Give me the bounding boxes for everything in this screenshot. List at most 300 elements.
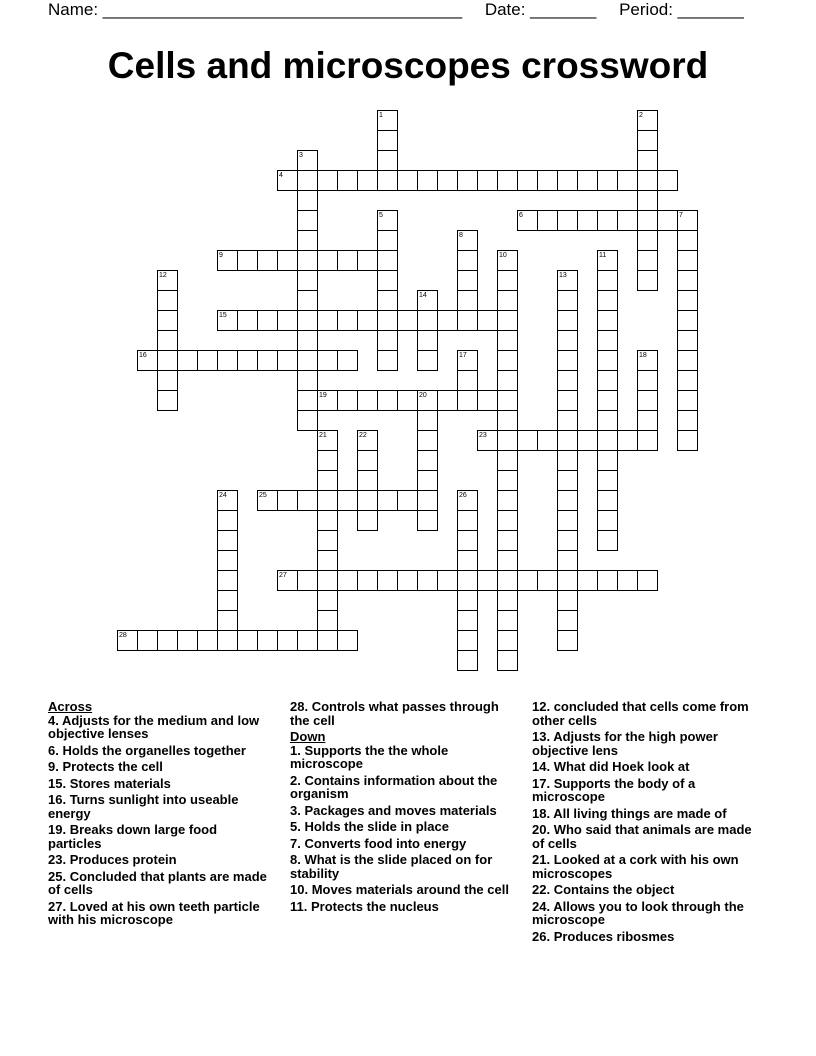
crossword-cell[interactable] — [637, 570, 658, 591]
crossword-cell[interactable] — [537, 170, 558, 191]
crossword-cell[interactable] — [477, 430, 498, 451]
crossword-cell[interactable] — [557, 550, 578, 571]
crossword-cell[interactable] — [377, 270, 398, 291]
crossword-cell[interactable] — [277, 350, 298, 371]
crossword-cell[interactable] — [457, 230, 478, 251]
crossword-cell[interactable] — [277, 310, 298, 331]
crossword-cell[interactable] — [597, 290, 618, 311]
crossword-cell[interactable] — [457, 270, 478, 291]
crossword-cell[interactable] — [557, 570, 578, 591]
clue-item — [48, 823, 270, 850]
crossword-cell[interactable] — [297, 370, 318, 391]
crossword-cell[interactable] — [677, 270, 698, 291]
crossword-cell[interactable] — [417, 450, 438, 471]
crossword-cell[interactable] — [217, 510, 238, 531]
crossword-cell[interactable] — [557, 170, 578, 191]
crossword-cell[interactable] — [677, 310, 698, 331]
crossword-cell[interactable] — [317, 430, 338, 451]
crossword-cell[interactable] — [217, 250, 238, 271]
crossword-cell[interactable] — [397, 390, 418, 411]
crossword-cell[interactable] — [297, 230, 318, 251]
crossword-cell[interactable] — [517, 570, 538, 591]
crossword-cell[interactable] — [397, 170, 418, 191]
crossword-cell[interactable] — [597, 530, 618, 551]
crossword-cell[interactable] — [677, 230, 698, 251]
crossword-cell[interactable] — [197, 350, 218, 371]
clue-text: What is the slide placed on for stability — [290, 852, 493, 881]
crossword-cell[interactable] — [257, 630, 278, 651]
crossword-cell[interactable] — [637, 250, 658, 271]
clue-text: Controls what passes through the cell — [290, 699, 499, 728]
crossword-cell[interactable] — [157, 350, 178, 371]
crossword-cell[interactable] — [217, 550, 238, 571]
crossword-cell[interactable] — [417, 470, 438, 491]
crossword-cell[interactable] — [497, 370, 518, 391]
crossword-cell[interactable] — [317, 490, 338, 511]
crossword-cell[interactable] — [557, 430, 578, 451]
crossword-cell[interactable] — [317, 390, 338, 411]
crossword-cell[interactable] — [317, 530, 338, 551]
crossword-cell[interactable] — [597, 250, 618, 271]
crossword-cell[interactable] — [597, 430, 618, 451]
crossword-cell[interactable] — [357, 430, 378, 451]
period-field[interactable]: Period: _______ — [619, 0, 744, 19]
crossword-cell[interactable] — [317, 170, 338, 191]
crossword-cell[interactable] — [397, 310, 418, 331]
crossword-cell[interactable] — [457, 630, 478, 651]
clue-item — [532, 760, 757, 774]
crossword-cell[interactable] — [577, 170, 598, 191]
crossword-cell[interactable] — [437, 570, 458, 591]
crossword-cell[interactable] — [297, 190, 318, 211]
crossword-cell[interactable] — [157, 390, 178, 411]
crossword-cell[interactable] — [357, 570, 378, 591]
crossword-cell[interactable] — [157, 270, 178, 291]
crossword-cell[interactable] — [197, 630, 218, 651]
crossword-cell[interactable] — [637, 110, 658, 131]
crossword-cell[interactable] — [237, 310, 258, 331]
crossword-cell[interactable] — [577, 570, 598, 591]
crossword-cell[interactable] — [177, 350, 198, 371]
crossword-cell[interactable] — [217, 610, 238, 631]
clue-item — [48, 744, 270, 758]
crossword-cell[interactable] — [357, 510, 378, 531]
crossword-cell[interactable] — [557, 470, 578, 491]
crossword-cell[interactable] — [397, 570, 418, 591]
clue-number-label: 2 — [639, 112, 643, 119]
crossword-cell[interactable] — [637, 230, 658, 251]
clue-text: Moves materials around the cell — [308, 882, 509, 897]
crossword-cell[interactable] — [497, 410, 518, 431]
crossword-cell[interactable] — [377, 570, 398, 591]
crossword-cell[interactable] — [457, 650, 478, 671]
crossword-cell[interactable] — [577, 210, 598, 231]
crossword-cell[interactable] — [317, 630, 338, 651]
crossword-cell[interactable] — [637, 350, 658, 371]
clue-item — [48, 714, 270, 741]
crossword-cell[interactable] — [497, 250, 518, 271]
crossword-cell[interactable] — [597, 370, 618, 391]
crossword-cell[interactable] — [377, 390, 398, 411]
crossword-cell[interactable] — [437, 170, 458, 191]
crossword-cell[interactable] — [617, 430, 638, 451]
crossword-cell[interactable] — [557, 610, 578, 631]
crossword-cell[interactable] — [497, 650, 518, 671]
date-field[interactable]: Date: _______ — [484, 0, 597, 19]
crossword-cell[interactable] — [157, 290, 178, 311]
crossword-cell[interactable] — [457, 550, 478, 571]
crossword-cell[interactable] — [317, 350, 338, 371]
crossword-cell[interactable] — [557, 290, 578, 311]
crossword-cell[interactable] — [297, 570, 318, 591]
crossword-cell[interactable] — [597, 330, 618, 351]
crossword-cell[interactable] — [297, 410, 318, 431]
clue-text: Produces ribosmes — [550, 928, 675, 944]
crossword-cell[interactable] — [497, 470, 518, 491]
crossword-cell[interactable] — [657, 210, 678, 231]
crossword-cell[interactable] — [497, 530, 518, 551]
crossword-cell[interactable] — [657, 170, 678, 191]
crossword-cell[interactable] — [417, 570, 438, 591]
clue-number: 24. — [532, 898, 551, 914]
clue-number: 12. — [532, 699, 551, 714]
crossword-cell[interactable] — [497, 610, 518, 631]
crossword-cell[interactable] — [277, 570, 298, 591]
crossword-cell[interactable] — [337, 350, 358, 371]
crossword-cell[interactable] — [637, 190, 658, 211]
crossword-cell[interactable] — [237, 630, 258, 651]
crossword-cell[interactable] — [637, 170, 658, 191]
crossword-cell[interactable] — [457, 290, 478, 311]
crossword-cell[interactable] — [457, 390, 478, 411]
crossword-cell[interactable] — [297, 490, 318, 511]
crossword-cell[interactable] — [177, 630, 198, 651]
crossword-cell[interactable] — [497, 450, 518, 471]
clue-item — [290, 883, 515, 897]
crossword-cell[interactable] — [157, 310, 178, 331]
clue-item — [532, 700, 757, 727]
clue-number: 13. — [532, 729, 551, 744]
crossword-cell[interactable] — [557, 590, 578, 611]
crossword-cell[interactable] — [297, 330, 318, 351]
clue-number-label: 9 — [219, 252, 223, 259]
clue-number-label: 4 — [279, 172, 283, 179]
crossword-cell[interactable] — [157, 630, 178, 651]
crossword-cell[interactable] — [557, 530, 578, 551]
crossword-cell[interactable] — [557, 270, 578, 291]
crossword-cell[interactable] — [637, 410, 658, 431]
crossword-cell[interactable] — [357, 250, 378, 271]
crossword-cell[interactable] — [557, 410, 578, 431]
crossword-cell[interactable] — [377, 110, 398, 131]
crossword-cell[interactable] — [557, 510, 578, 531]
crossword-cell[interactable] — [417, 410, 438, 431]
crossword-cell[interactable] — [397, 490, 418, 511]
crossword-cell[interactable] — [537, 430, 558, 451]
crossword-cell[interactable] — [637, 370, 658, 391]
crossword-cell[interactable] — [297, 630, 318, 651]
clue-text: concluded that cells come from other cells — [532, 699, 749, 728]
crossword-cell[interactable] — [317, 550, 338, 571]
crossword-cell[interactable] — [557, 630, 578, 651]
crossword-cell[interactable] — [457, 490, 478, 511]
clue-number-label: 5 — [379, 212, 383, 219]
crossword-cell[interactable] — [557, 310, 578, 331]
clue-text: Turns sunlight into useable energy — [48, 792, 239, 821]
crossword-cell[interactable] — [217, 490, 238, 511]
crossword-cell[interactable] — [477, 390, 498, 411]
crossword-cell[interactable] — [357, 390, 378, 411]
crossword-cell[interactable] — [597, 410, 618, 431]
crossword-cell[interactable] — [237, 250, 258, 271]
crossword-cell[interactable] — [297, 310, 318, 331]
crossword-cell[interactable] — [157, 370, 178, 391]
crossword-cell[interactable] — [497, 390, 518, 411]
crossword-cell[interactable] — [377, 150, 398, 171]
crossword-cell[interactable] — [597, 470, 618, 491]
crossword-cell[interactable] — [677, 370, 698, 391]
crossword-cell[interactable] — [557, 210, 578, 231]
clue-text: Contains the object — [550, 882, 675, 897]
crossword-cell[interactable] — [417, 350, 438, 371]
crossword-cell[interactable] — [257, 350, 278, 371]
crossword-cell[interactable] — [117, 630, 138, 651]
crossword-cell[interactable] — [677, 330, 698, 351]
crossword-cell[interactable] — [597, 570, 618, 591]
across-clue-list — [48, 714, 270, 927]
crossword-cell[interactable] — [377, 490, 398, 511]
crossword-cell[interactable] — [497, 550, 518, 571]
clue-item — [48, 777, 270, 791]
across-clue-list-continued — [290, 700, 515, 727]
crossword-cell[interactable] — [477, 570, 498, 591]
crossword-cell[interactable] — [377, 170, 398, 191]
crossword-cell[interactable] — [597, 510, 618, 531]
crossword-cell[interactable] — [497, 570, 518, 591]
crossword-cell[interactable] — [297, 290, 318, 311]
clue-text: Holds the slide in place — [300, 819, 449, 834]
crossword-cell[interactable] — [257, 250, 278, 271]
crossword-cell[interactable] — [377, 330, 398, 351]
crossword-cell[interactable] — [417, 170, 438, 191]
crossword-cell[interactable] — [637, 210, 658, 231]
crossword-cell[interactable] — [677, 210, 698, 231]
crossword-cell[interactable] — [357, 470, 378, 491]
clue-text: Produces protein — [66, 852, 177, 867]
crossword-cell[interactable] — [677, 410, 698, 431]
crossword-cell[interactable] — [597, 170, 618, 191]
crossword-cell[interactable] — [297, 250, 318, 271]
clues-column-3 — [532, 700, 757, 946]
crossword-cell[interactable] — [497, 290, 518, 311]
crossword-cell[interactable] — [297, 170, 318, 191]
crossword-cell[interactable] — [337, 250, 358, 271]
crossword-cell[interactable] — [437, 310, 458, 331]
crossword-cell[interactable] — [637, 430, 658, 451]
crossword-cell[interactable] — [497, 630, 518, 651]
clue-text: Concluded that plants are made of cells — [48, 868, 267, 897]
crossword-cell[interactable] — [377, 130, 398, 151]
crossword-cell[interactable] — [497, 350, 518, 371]
crossword-cell[interactable] — [217, 530, 238, 551]
crossword-cell[interactable] — [557, 330, 578, 351]
crossword-cell[interactable] — [417, 310, 438, 331]
crossword-cell[interactable] — [517, 430, 538, 451]
clue-number: 14. — [532, 759, 551, 774]
crossword-cell[interactable] — [617, 210, 638, 231]
crossword-cell[interactable] — [497, 310, 518, 331]
crossword-cell[interactable] — [417, 390, 438, 411]
crossword-cell[interactable] — [457, 310, 478, 331]
crossword-cell[interactable] — [677, 390, 698, 411]
crossword-cell[interactable] — [677, 290, 698, 311]
down-clue-list — [290, 744, 515, 914]
crossword-cell[interactable] — [537, 570, 558, 591]
crossword-cell[interactable] — [677, 430, 698, 451]
crossword-cell[interactable] — [617, 170, 638, 191]
crossword-cell[interactable] — [597, 270, 618, 291]
crossword-cell[interactable] — [457, 590, 478, 611]
crossword-cell[interactable] — [637, 390, 658, 411]
crossword-cell[interactable] — [317, 610, 338, 631]
crossword-cell[interactable] — [457, 570, 478, 591]
crossword-cell[interactable] — [557, 350, 578, 371]
crossword-cell[interactable] — [457, 170, 478, 191]
clue-number-label: 15 — [219, 312, 227, 319]
crossword-cell[interactable] — [597, 490, 618, 511]
crossword-cell[interactable] — [317, 570, 338, 591]
crossword-cell[interactable] — [497, 510, 518, 531]
crossword-cell[interactable] — [497, 590, 518, 611]
clue-number: 10. — [290, 882, 309, 897]
crossword-cell[interactable] — [317, 470, 338, 491]
crossword-cell[interactable] — [417, 330, 438, 351]
crossword-cell[interactable] — [257, 490, 278, 511]
crossword-cell[interactable] — [377, 250, 398, 271]
crossword-cell[interactable] — [297, 350, 318, 371]
clue-item — [532, 823, 757, 850]
crossword-cell[interactable] — [337, 490, 358, 511]
crossword-cell[interactable] — [357, 310, 378, 331]
crossword-cell[interactable] — [537, 210, 558, 231]
name-field[interactable]: Name: ______________________________________ — [48, 0, 463, 19]
crossword-cell[interactable] — [277, 490, 298, 511]
crossword-cell[interactable] — [257, 310, 278, 331]
crossword-cell[interactable] — [597, 350, 618, 371]
crossword-cell[interactable] — [457, 610, 478, 631]
crossword-cell[interactable] — [297, 270, 318, 291]
crossword-cell[interactable] — [457, 350, 478, 371]
clue-item — [290, 853, 515, 880]
crossword-cell[interactable] — [497, 330, 518, 351]
crossword-cell[interactable] — [557, 370, 578, 391]
crossword-cell[interactable] — [297, 390, 318, 411]
crossword-cell[interactable] — [457, 370, 478, 391]
crossword-cell[interactable] — [637, 130, 658, 151]
crossword-cell[interactable] — [377, 230, 398, 251]
crossword-cell[interactable] — [617, 570, 638, 591]
crossword-cell[interactable] — [137, 630, 158, 651]
crossword-cell[interactable] — [217, 630, 238, 651]
crossword-cell[interactable] — [317, 310, 338, 331]
crossword-cell[interactable] — [597, 210, 618, 231]
crossword-cell[interactable] — [477, 170, 498, 191]
crossword-cell[interactable] — [337, 570, 358, 591]
crossword-cell[interactable] — [217, 310, 238, 331]
crossword-cell[interactable] — [497, 430, 518, 451]
crossword-cell[interactable] — [237, 350, 258, 371]
crossword-cell[interactable] — [277, 630, 298, 651]
crossword-cell[interactable] — [497, 170, 518, 191]
crossword-cell[interactable] — [677, 250, 698, 271]
crossword-cell[interactable] — [557, 450, 578, 471]
crossword-cell[interactable] — [557, 490, 578, 511]
crossword-cell[interactable] — [337, 310, 358, 331]
crossword-cell[interactable] — [457, 250, 478, 271]
crossword-cell[interactable] — [217, 590, 238, 611]
crossword-cell[interactable] — [357, 490, 378, 511]
crossword-cell[interactable] — [317, 590, 338, 611]
crossword-cell[interactable] — [477, 310, 498, 331]
crossword-cell[interactable] — [337, 390, 358, 411]
crossword-cell[interactable] — [317, 250, 338, 271]
crossword-cell[interactable] — [377, 350, 398, 371]
crossword-cell[interactable] — [417, 430, 438, 451]
crossword-cell[interactable] — [157, 330, 178, 351]
crossword-cell[interactable] — [597, 390, 618, 411]
crossword-cell[interactable] — [337, 630, 358, 651]
clue-number: 22. — [532, 882, 551, 897]
crossword-cell[interactable] — [357, 450, 378, 471]
crossword-cell[interactable] — [597, 450, 618, 471]
crossword-cell[interactable] — [357, 170, 378, 191]
clue-item — [290, 744, 515, 771]
crossword-cell[interactable] — [457, 530, 478, 551]
crossword-cell[interactable] — [437, 390, 458, 411]
crossword-cell[interactable] — [317, 450, 338, 471]
crossword-cell[interactable] — [557, 390, 578, 411]
crossword-cell[interactable] — [637, 270, 658, 291]
crossword-cell[interactable] — [377, 310, 398, 331]
crossword-cell[interactable] — [597, 310, 618, 331]
crossword-cell[interactable] — [417, 490, 438, 511]
crossword-cell[interactable] — [377, 210, 398, 231]
crossword-cell[interactable] — [297, 150, 318, 171]
clue-number-label: 25 — [259, 492, 267, 499]
clue-item — [48, 900, 270, 927]
crossword-cell[interactable] — [417, 290, 438, 311]
clue-number: 15. — [48, 775, 67, 791]
crossword-cell[interactable] — [417, 510, 438, 531]
crossword-cell[interactable] — [317, 510, 338, 531]
crossword-cell[interactable] — [517, 170, 538, 191]
crossword-cell[interactable] — [297, 210, 318, 231]
crossword-cell[interactable] — [277, 170, 298, 191]
crossword-cell[interactable] — [577, 430, 598, 451]
crossword-cell[interactable] — [637, 150, 658, 171]
crossword-cell[interactable] — [497, 270, 518, 291]
crossword-cell[interactable] — [217, 570, 238, 591]
crossword-cell[interactable] — [497, 490, 518, 511]
crossword-cell[interactable] — [217, 350, 238, 371]
crossword-cell[interactable] — [277, 250, 298, 271]
crossword-cell[interactable] — [517, 210, 538, 231]
crossword-cell[interactable] — [137, 350, 158, 371]
crossword-cell[interactable] — [677, 350, 698, 371]
crossword-cell[interactable] — [457, 510, 478, 531]
crossword-cell[interactable] — [337, 170, 358, 191]
crossword-cell[interactable] — [377, 290, 398, 311]
